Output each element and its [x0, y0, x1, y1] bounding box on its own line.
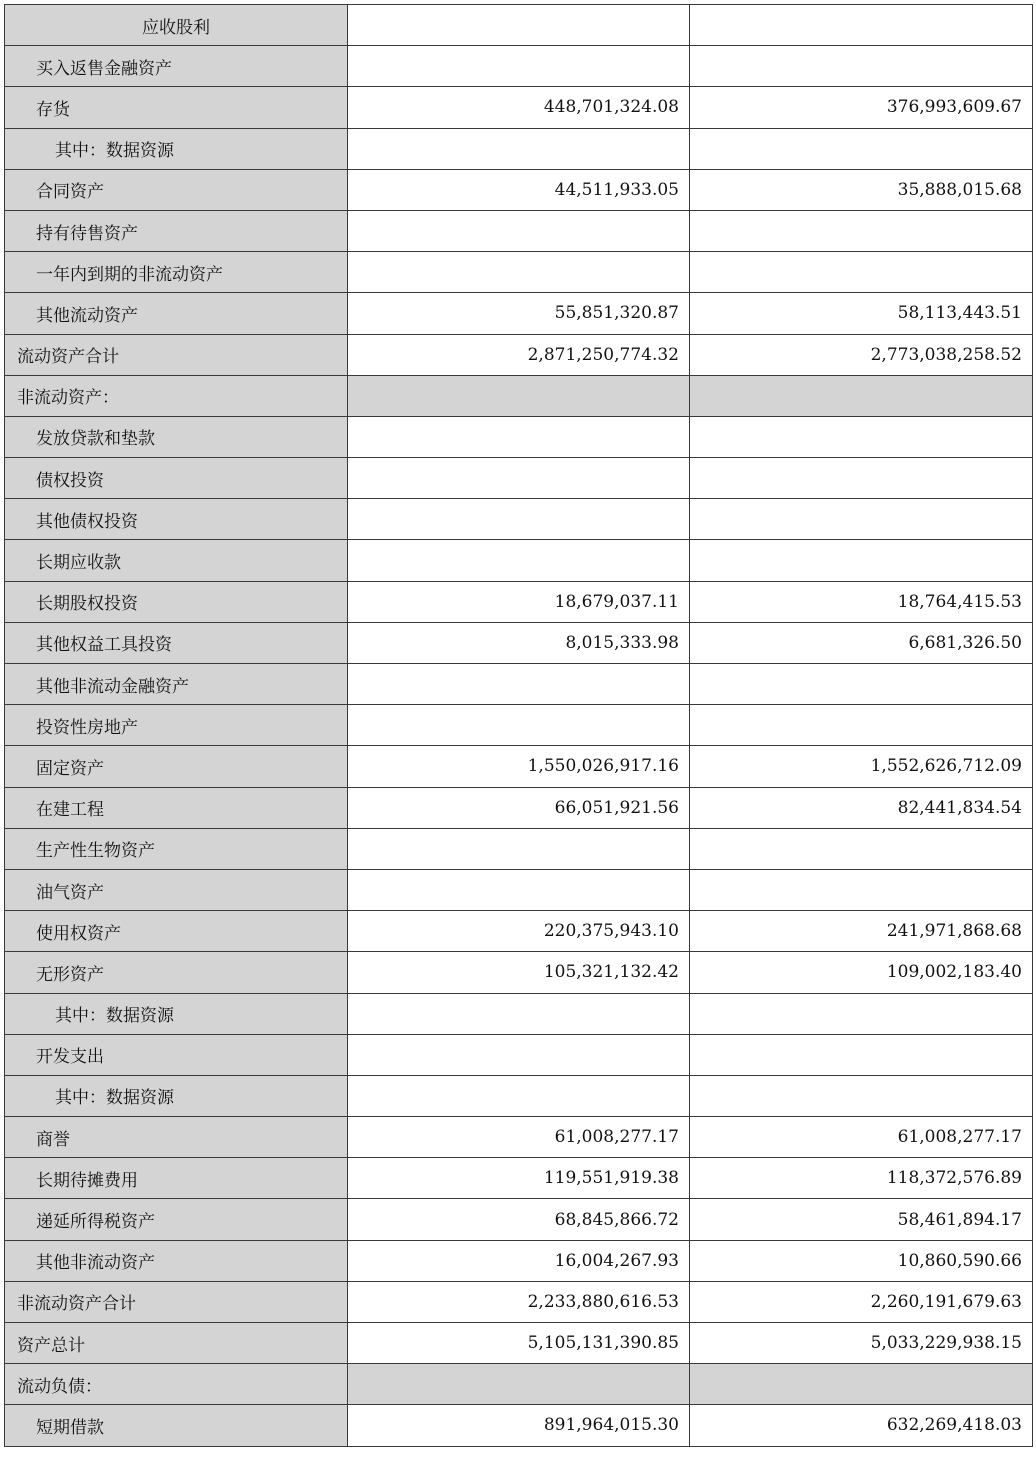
table-row [5, 252, 1033, 293]
value-cell-period-2 [690, 705, 1033, 746]
value-cell-period-1: 18,679,037.11 [348, 581, 690, 622]
row-label-cell: 商誉 [5, 1117, 348, 1158]
value-cell-period-1 [348, 540, 690, 581]
row-label-cell: 固定资产 [5, 746, 348, 787]
value-cell-period-2: 82,441,834.54 [690, 787, 1033, 828]
value-cell-period-1 [348, 46, 690, 87]
table-row [5, 334, 1033, 375]
value-cell-period-1: 68,845,866.72 [348, 1199, 690, 1240]
value-cell-period-2 [690, 210, 1033, 251]
value-cell-period-2 [690, 664, 1033, 705]
table-row [5, 46, 1033, 87]
value-cell-period-1 [348, 1075, 690, 1116]
row-label-cell: 长期待摊费用 [5, 1158, 348, 1199]
value-cell-period-1 [348, 210, 690, 251]
value-cell-period-2 [690, 1075, 1033, 1116]
value-cell-period-1 [348, 664, 690, 705]
table-row [5, 1075, 1033, 1116]
value-cell-period-2: 2,260,191,679.63 [690, 1281, 1033, 1322]
value-cell-period-1: 66,051,921.56 [348, 787, 690, 828]
balance-sheet-table [4, 4, 1033, 1447]
table-row [5, 1240, 1033, 1281]
value-cell-period-2 [690, 375, 1033, 416]
table-row [5, 705, 1033, 746]
table-row [5, 1281, 1033, 1322]
value-cell-period-1 [348, 1034, 690, 1075]
value-cell-period-2: 35,888,015.68 [690, 169, 1033, 210]
table-row [5, 869, 1033, 910]
value-cell-period-2 [690, 458, 1033, 499]
row-label-cell: 债权投资 [5, 458, 348, 499]
value-cell-period-2: 58,461,894.17 [690, 1199, 1033, 1240]
value-cell-period-2 [690, 128, 1033, 169]
table-row [5, 293, 1033, 334]
row-label-cell: 合同资产 [5, 169, 348, 210]
value-cell-period-2 [690, 828, 1033, 869]
value-cell-period-2: 6,681,326.50 [690, 622, 1033, 663]
value-cell-period-1: 105,321,132.42 [348, 952, 690, 993]
value-cell-period-1: 220,375,943.10 [348, 911, 690, 952]
row-label-cell: 其他债权投资 [5, 499, 348, 540]
value-cell-period-2: 5,033,229,938.15 [690, 1323, 1033, 1364]
table-row [5, 1323, 1033, 1364]
row-label-cell: 流动资产合计 [5, 334, 348, 375]
value-cell-period-2: 376,993,609.67 [690, 87, 1033, 128]
row-label-cell: 长期股权投资 [5, 581, 348, 622]
table-row [5, 911, 1033, 952]
value-cell-period-1 [348, 993, 690, 1034]
value-cell-period-1 [348, 1364, 690, 1405]
row-label-cell: 其中：数据资源 [5, 993, 348, 1034]
table-row [5, 169, 1033, 210]
row-label-cell: 长期应收款 [5, 540, 348, 581]
value-cell-period-2: 61,008,277.17 [690, 1117, 1033, 1158]
table-row [5, 87, 1033, 128]
value-cell-period-1: 8,015,333.98 [348, 622, 690, 663]
value-cell-period-1: 61,008,277.17 [348, 1117, 690, 1158]
value-cell-period-1 [348, 375, 690, 416]
table-row [5, 828, 1033, 869]
value-cell-period-1: 119,551,919.38 [348, 1158, 690, 1199]
value-cell-period-1: 2,871,250,774.32 [348, 334, 690, 375]
table-row [5, 746, 1033, 787]
row-label-cell: 其他权益工具投资 [5, 622, 348, 663]
value-cell-period-2 [690, 993, 1033, 1034]
value-cell-period-2: 2,773,038,258.52 [690, 334, 1033, 375]
value-cell-period-2 [690, 416, 1033, 457]
row-label-cell: 无形资产 [5, 952, 348, 993]
value-cell-period-1: 44,511,933.05 [348, 169, 690, 210]
row-label-cell: 油气资产 [5, 869, 348, 910]
row-label-cell: 递延所得税资产 [5, 1199, 348, 1240]
value-cell-period-1 [348, 499, 690, 540]
value-cell-period-1: 2,233,880,616.53 [348, 1281, 690, 1322]
row-label-cell: 生产性生物资产 [5, 828, 348, 869]
value-cell-period-1 [348, 869, 690, 910]
value-cell-period-1 [348, 128, 690, 169]
table-row [5, 416, 1033, 457]
value-cell-period-2: 1,552,626,712.09 [690, 746, 1033, 787]
value-cell-period-1 [348, 252, 690, 293]
table-row [5, 499, 1033, 540]
table-row [5, 5, 1033, 46]
value-cell-period-2: 18,764,415.53 [690, 581, 1033, 622]
table-row [5, 458, 1033, 499]
value-cell-period-1: 448,701,324.08 [348, 87, 690, 128]
row-label-cell: 投资性房地产 [5, 705, 348, 746]
value-cell-period-2: 10,860,590.66 [690, 1240, 1033, 1281]
value-cell-period-1 [348, 416, 690, 457]
value-cell-period-2 [690, 1364, 1033, 1405]
table-row [5, 664, 1033, 705]
row-label-cell: 在建工程 [5, 787, 348, 828]
table-row [5, 787, 1033, 828]
value-cell-period-1: 16,004,267.93 [348, 1240, 690, 1281]
table-row [5, 1199, 1033, 1240]
row-label-cell: 存货 [5, 87, 348, 128]
row-label-cell: 应收股利 [5, 5, 348, 46]
row-label-cell: 资产总计 [5, 1323, 348, 1364]
table-row [5, 993, 1033, 1034]
value-cell-period-2: 241,971,868.68 [690, 911, 1033, 952]
value-cell-period-2 [690, 252, 1033, 293]
value-cell-period-1: 5,105,131,390.85 [348, 1323, 690, 1364]
value-cell-period-2 [690, 1034, 1033, 1075]
value-cell-period-1: 1,550,026,917.16 [348, 746, 690, 787]
value-cell-period-2: 632,269,418.03 [690, 1405, 1033, 1446]
row-label-cell: 使用权资产 [5, 911, 348, 952]
value-cell-period-1 [348, 828, 690, 869]
section-header-row [5, 1364, 1033, 1405]
row-label-cell: 持有待售资产 [5, 210, 348, 251]
value-cell-period-2 [690, 540, 1033, 581]
row-label-cell: 其中：数据资源 [5, 1075, 348, 1116]
value-cell-period-2 [690, 5, 1033, 46]
row-label-cell: 买入返售金融资产 [5, 46, 348, 87]
row-label-cell: 流动负债： [5, 1364, 348, 1405]
value-cell-period-1 [348, 5, 690, 46]
value-cell-period-2 [690, 869, 1033, 910]
balance-sheet-body [5, 5, 1033, 1447]
row-label-cell: 其他非流动资产 [5, 1240, 348, 1281]
table-row [5, 952, 1033, 993]
table-row [5, 128, 1033, 169]
value-cell-period-2: 58,113,443.51 [690, 293, 1033, 334]
row-label-cell: 其中：数据资源 [5, 128, 348, 169]
value-cell-period-2: 118,372,576.89 [690, 1158, 1033, 1199]
table-row [5, 581, 1033, 622]
row-label-cell: 其他非流动金融资产 [5, 664, 348, 705]
table-row [5, 540, 1033, 581]
row-label-cell: 非流动资产： [5, 375, 348, 416]
value-cell-period-1 [348, 705, 690, 746]
value-cell-period-2: 109,002,183.40 [690, 952, 1033, 993]
section-header-row [5, 375, 1033, 416]
row-label-cell: 非流动资产合计 [5, 1281, 348, 1322]
row-label-cell: 发放贷款和垫款 [5, 416, 348, 457]
value-cell-period-2 [690, 46, 1033, 87]
row-label-cell: 开发支出 [5, 1034, 348, 1075]
row-label-cell: 短期借款 [5, 1405, 348, 1446]
row-label-cell: 其他流动资产 [5, 293, 348, 334]
value-cell-period-1: 891,964,015.30 [348, 1405, 690, 1446]
row-label-cell: 一年内到期的非流动资产 [5, 252, 348, 293]
table-row [5, 1117, 1033, 1158]
table-row [5, 210, 1033, 251]
value-cell-period-2 [690, 499, 1033, 540]
table-row [5, 1405, 1033, 1446]
table-row [5, 1034, 1033, 1075]
value-cell-period-1: 55,851,320.87 [348, 293, 690, 334]
table-row [5, 622, 1033, 663]
value-cell-period-1 [348, 458, 690, 499]
table-row [5, 1158, 1033, 1199]
